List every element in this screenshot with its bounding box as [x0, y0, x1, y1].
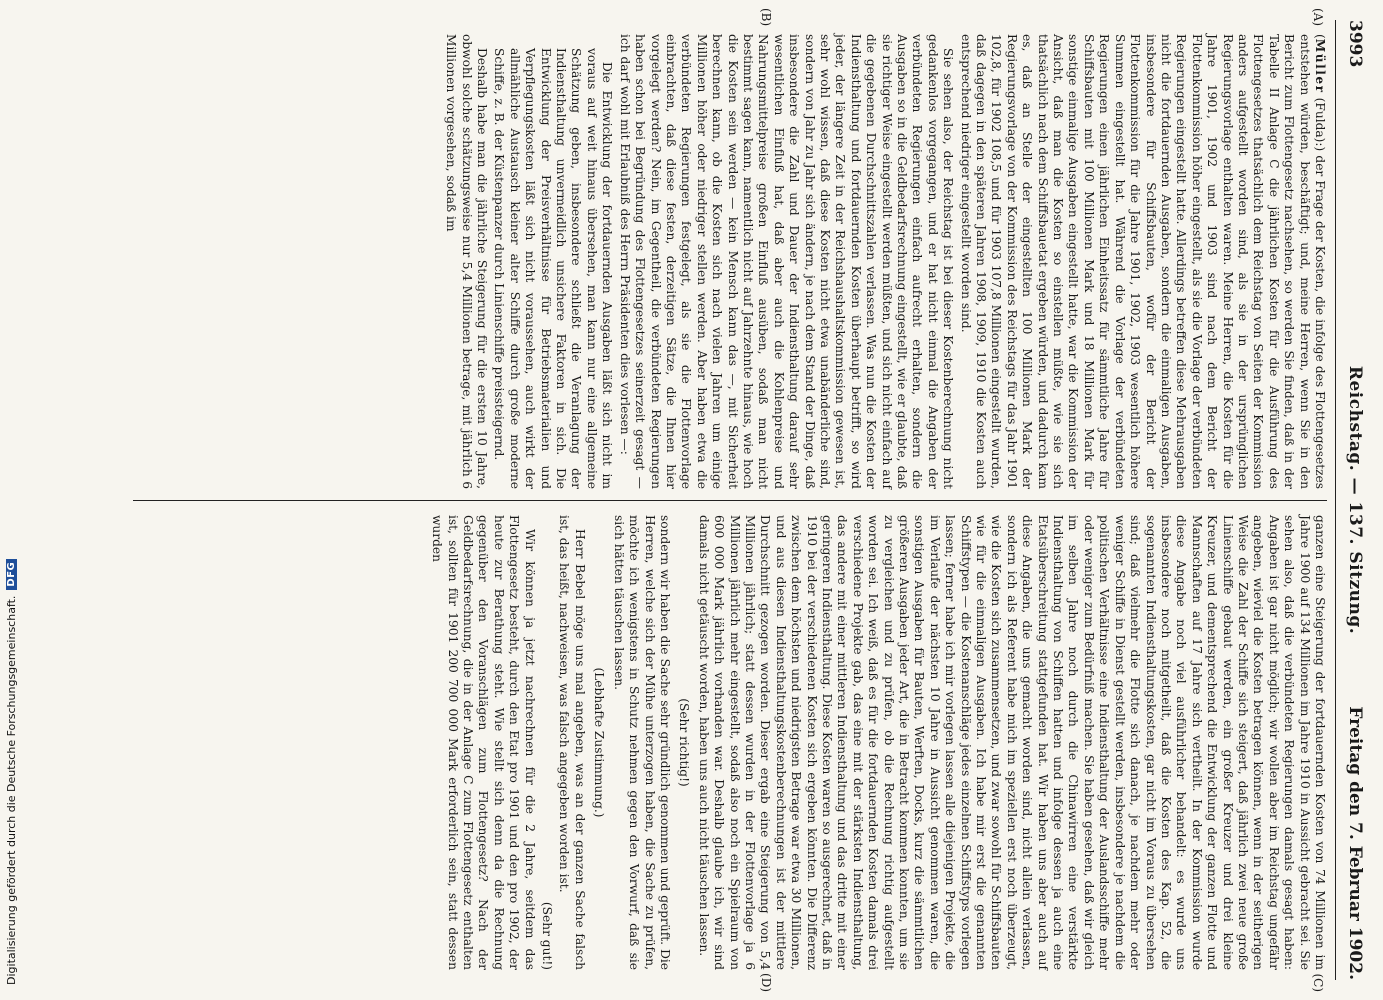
right-paragraph-3: Herr Bebel möge uns mal angeben, was an der ganzen Sache falsch ist, das heißt, nachweisen, was falsch angegeben worden ist. [557, 515, 587, 970]
interjection-3: (Sehr gut!) [540, 901, 555, 970]
right-paragraph-2: sondern wir haben die Sache sehr gründlich genommen und geprüft. Die Herren, welche sich der Mühe unterzogen haben, die Sache zu prüfen, möchte ich wenigstens in Schutz nehmen gegen den Vorwurf, daß sie sich hätten täuschen lassen. [611, 515, 672, 970]
page-header [1335, 20, 1371, 980]
digitization-footer [2, 0, 24, 1000]
interjection-2: (Lebhafte Zustimmung.) [592, 667, 607, 818]
left-quote: Die Entwicklung der fortdauernden Ausgaben läßt sich nicht im voraus auf weit hinaus übersehen, man kann nur eine allgemeine Schätzung geben, insbesondere schließt die Veranlagung der Indiensthaltung unvermeidlich unsichere Faktoren in sich. Die Entwicklung der Preisverhältnisse für Betriebsmaterialien und Verpflegungskosten läßt sich nicht voraussehen, auch wirkt der allmähliche Austausch kleiner alter Schiffe durch große moderne Schiffe, z. B. der Küstenpanzer durch Linienschiffe preissteigernd. [492, 48, 615, 489]
footer-text: Digitalisierung gefördert durch die Deutsche Forschungsgemeinschaft. [5, 595, 18, 985]
left-paragraph-1-text: der Frage der Kosten, die infolge des Flottengesetzes entstehen würden, beschäftigt; und, meine Herren, wenn Sie in den Bericht zum Flottengesetz nachsehen, so werden Sie finden, daß in der Tabelle II Anlage C die jährlichen Kosten für die Ausführung des Flottengesetzes thatsächlich dem Reichstag von Seiten der Kommission anders aufgestellt worden sind, als sie in der ursprünglichen Regierungsvorlage enthalten waren. Meine Herren, die Kosten für die Jahre 1901, 1902 und 1903 sind nach dem Bericht der Flottenkommission höher eingestellt, als sie die Vorlage der verbündeten Regierungen eingestellt hatte. Allerdings betreffen diese Mehrausgaben nicht die fortdauernden Ausgaben, sondern die einmaligen Ausgaben, insbesondere für Schiffsbauten, wofür der Bericht der Flottenkommission für die Jahre 1901, 1902, 1903 wesentlich höhere Summen eingestellt hat. Während die Vorlage der verbündeten Regierungen einen jährlichen Einheitssatz für sämmtliche Jahre für Schiffsbauten mit 100 Millionen Mark und 18 Millionen Mark für sonstige einmalige Ausgaben eingestellt hatte, war die Kommission der Ansicht, daß man die Kosten so einstellen müßte, wie sie sich thatsächlich nach dem Schiffsbauetat ergeben würden, und dadurch kam es, daß an Stelle der eingestellten 100 Millionen Mark der Regierungsvorlage von der Kommission des Reichstags für das Jahr 1901 102,8, für 1902 108,5 und für 1903 107,8 Millionen eingestellt wurden, daß dagegen in den späteren Jahren 1908, 1909, 1910 die Kosten auch entsprechend niedriger eingestellt worden sind. [958, 34, 1327, 489]
margin-marker-a: (A) [1311, 8, 1325, 27]
left-paragraph-2: Sie sehen also, der Reichstag ist bei dieser Kostenberechnung nicht gedankenlos vorgegangen, und er hat nicht einmal die Angaben der verbündeten Regierungen einfach aufrecht erhalten, sondern die Ausgaben so in die Geldbedarfsrechnung eingestellt, wie er glaubte, daß sie richtiger Weise eingestellt werden müßten, und sich nicht einfach auf die gegebenen Durchschnittszahlen verlassen. Was nun die Kosten der Indiensthaltung und fortdauernden Kosten überhaupt betrifft, so wird jeder, der längere Zeit in der Reichshaushaltskommission gewesen ist, sehr wohl wissen, daß diese Kosten nicht etwa unabänderliche sind, sondern von Jahr zu Jahr sich ändern, je nach dem Stand der Dinge, daß insbesondere die Zahl und Dauer der Indiensthaltung darauf sehr wesentlichen Einfluß hat, daß aber auch die Kohlenpreise und Nahrungsmittelpreise großen Einfluß ausüben, sodaß man nicht bestimmt sagen kann, namentlich nicht auf Jahrzehnte hinaus, wie hoch die Kosten sein werden — kein Mensch kann das —, mit Sicherheit berechnen kann, ob die Kosten sich nach vielen Jahren um einige Millionen höher oder niedriger stellen werden. Aber haben etwa die verbündeten Regierungen festgelegt, als sie die Flottenvorlage einbrachten, daß diese festen, derzeitigen Sätze, die Ihnen hier vorgelegt werden? Nein, im Gegentheil, die verbündeten Regierungen haben schon bei Begründung des Flottengesetzes seinerzeit gesagt — ich darf wohl mit Erlaubniß des Herrn Präsidenten dies vorlesen —: [617, 34, 956, 489]
left-column [441, 34, 1327, 489]
margin-marker-b: (B) [759, 8, 773, 27]
speaker-note: (Fulda): [1313, 97, 1327, 147]
page-number: 3993 [1345, 20, 1365, 68]
right-column [427, 515, 1327, 970]
header-rule [1335, 20, 1336, 980]
column-divider [133, 500, 1327, 501]
rotated-page-content [93, 0, 1383, 1000]
footer-text-row [5, 559, 18, 985]
right-paragraph-1: ganzen eine Steigerung der fortdauernden Kosten von 74 Millionen im Jahre 1900 auf 134 Millionen im Jahre 1910 in Aussicht gebracht sei. Sie sehen also, daß die verbündeten Regierungen damals gesagt haben: Angaben ist gar nicht möglich; wir wollen aber im Reichstag ungefähr angeben, wieviel die Kosten betragen können, wenn in der seitherigen Weise die Zahl der Schiffe sich steigert, daß jährlich zwei neue große Linienschiffe gebaut werden, ein großer Kreuzer und drei kleine Kreuzer, und dementsprechend die Entwicklung der ganzen Flotte und Mannschaften auf 17 Jahre sich vertheilt. In der Kommission wurde diese Angabe noch viel ausführlicher behandelt: es wurde uns insbesondere noch mitgetheilt, daß die Kosten des Kap. 52, die sogenannten Indiensthaltungskosten, gar nicht im Voraus zu übersehen sind; daß vielmehr die Flotte sich danach, je nachdem mehr oder weniger Schiffe in Dienst gestellt werden, insbesondere je nachdem die politischen Verhältnisse eine Indiensthaltung der Auslandsschiffe mehr oder weniger zum Bedürfniß machen. Sie haben gesehen, daß wir gleich im selben Jahre noch durch die Chinawirren eine verstärkte Indiensthaltung von Schiffen hatten und infolge dessen ja auch eine Etatsüberschreitung stattgefunden hat. Wir haben uns aber auch auf diese Angaben, die uns gemacht worden sind, nicht allein verlassen, sondern ich als Referent habe mich im speziellen erst noch überzeugt, wie die Kosten sich zusammensetzen, und zwar sowohl für Schiffsbauten wie für die einmaligen Ausgaben. Ich habe mir erst die genannten Schiffstypen — die Kostenanschläge jedes einzelnen Schiffstyps vorlegen lassen; ferner habe ich mir vorlegen lassen alle diejenigen Projekte, die im Verlaufe der nächsten 10 Jahre in Aussicht genommen waren, die sonstigen Ausgaben für Bauten, Werften, Docks, kurz die sämmtlichen größeren Ausgaben jeder Art, die in Betracht kommen konnten, um sie zu vergleichen und zu prüfen, ob die Rechnung richtig aufgestellt worden sei. Ich weiß, daß es für die fortdauernden Kosten damals drei verschiedene Projekte gab, das eine mit der stärksten Indiensthaltung, das andere mit einer mittleren Indiensthaltung und das dritte mit einer geringeren Indiensthaltung. Diese Kosten waren so ausgerechnet, daß in 1910 bei der verschiedenen Kosten sich ergeben könnten. Die Differenz zwischen dem höchsten und niedrigsten Betrage war etwa 30 Millionen, und aus diesen Indiensthaltungskostenberechnungen ist der mittlere Durchschnitt gezogen worden. Dieser ergab eine Steigerung von 5,4 Millionen jährlich; statt dessen wurden in der Flottenvorlage ja 6 Millionen jährlich mehr eingestellt, sodaß also noch ein Spielraum von 600 000 Mark jährlich vorhanden war. Deshalb glaube ich, wir sind damals nicht getäuscht worden, haben uns auch nicht täuschen lassen. [696, 515, 1327, 970]
speaker-name: Müller [1313, 38, 1327, 94]
left-paragraph-3: Deshalb habe man die jährliche Steigerung für die ersten 10 Jahre, obwohl solche schätzungsweise nur 5,4 Millionen betrage, mit jährlich 6 Millionen vorgesehen, sodaß im [444, 34, 490, 489]
interjection-1: (Sehr richtig!) [677, 698, 692, 787]
right-paragraph-4: Wir können ja jetzt nachrechnen für die 2 Jahre, seitdem das Flottengesetz besteht, durch den Etat pro 1901 und den pro 1902, der heute zur Berathung steht. Wie stellt sich denn da die Rechnung gegenüber den Voranschlägen zum Flottengesetz? Nach der Geldbedarfsrechnung, die in der Anlage C zum Flottengesetz enthalten ist, sollten für 1901 200 700 000 Mark erforderlich sein, statt dessen wurden [430, 515, 537, 970]
dfg-logo: DFG [6, 559, 17, 590]
margin-marker-c: (C) [1311, 973, 1325, 992]
page-title: Reichstag. — 137. Sitzung. [1345, 365, 1365, 635]
margin-marker-d: (D) [759, 973, 773, 992]
session-date: Freitag den 7. Februar 1902. [1345, 706, 1365, 980]
left-paragraph-1: (Müller (Fulda):) der Frage der Kosten, die infolge des Flottengesetzes entstehen würden, beschäftigt; und, meine Herren, wenn Sie in den Bericht zum Flottengesetz nachsehen, so werden Sie finden, daß in der Tabelle II Anlage C die jährlichen Kosten für die Ausführung des Flottengesetzes thatsächlich dem Reichstag von Seiten der Kommission anders aufgestellt worden sind, als sie in der ursprünglichen Regierungsvorlage enthalten waren. Meine Herren, die Kosten für die Jahre 1901, 1902 und 1903 sind nach dem Bericht der Flottenkommission höher eingestellt, als sie die Vorlage der verbündeten Regierungen eingestellt hatte. Allerdings betreffen diese Mehrausgaben nicht die fortdauernden Ausgaben, sondern die einmaligen Ausgaben, insbesondere für Schiffsbauten, wofür der Bericht der Flottenkommission für die Jahre 1901, 1902, 1903 wesentlich höhere Summen eingestellt hat. Während die Vorlage der verbündeten Regierungen einen jährlichen Einheitssatz für sämmtliche Jahre für Schiffsbauten mit 100 Millionen Mark und 18 Millionen Mark für sonstige einmalige Ausgaben eingestellt hatte, war die Kommission der Ansicht, daß man die Kosten so einstellen müßte, wie sie sich thatsächlich nach dem Schiffsbauetat ergeben würden, und dadurch kam es, daß an Stelle der eingestellten 100 Millionen Mark der Regierungsvorlage von der Kommission des Reichstags für das Jahr 1901 102,8, für 1902 108,5 und für 1903 107,8 Millionen eingestellt wurden, daß dagegen in den späteren Jahren 1908, 1909, 1910 die Kosten auch entsprechend niedriger eingestellt worden sind. [958, 34, 1327, 489]
